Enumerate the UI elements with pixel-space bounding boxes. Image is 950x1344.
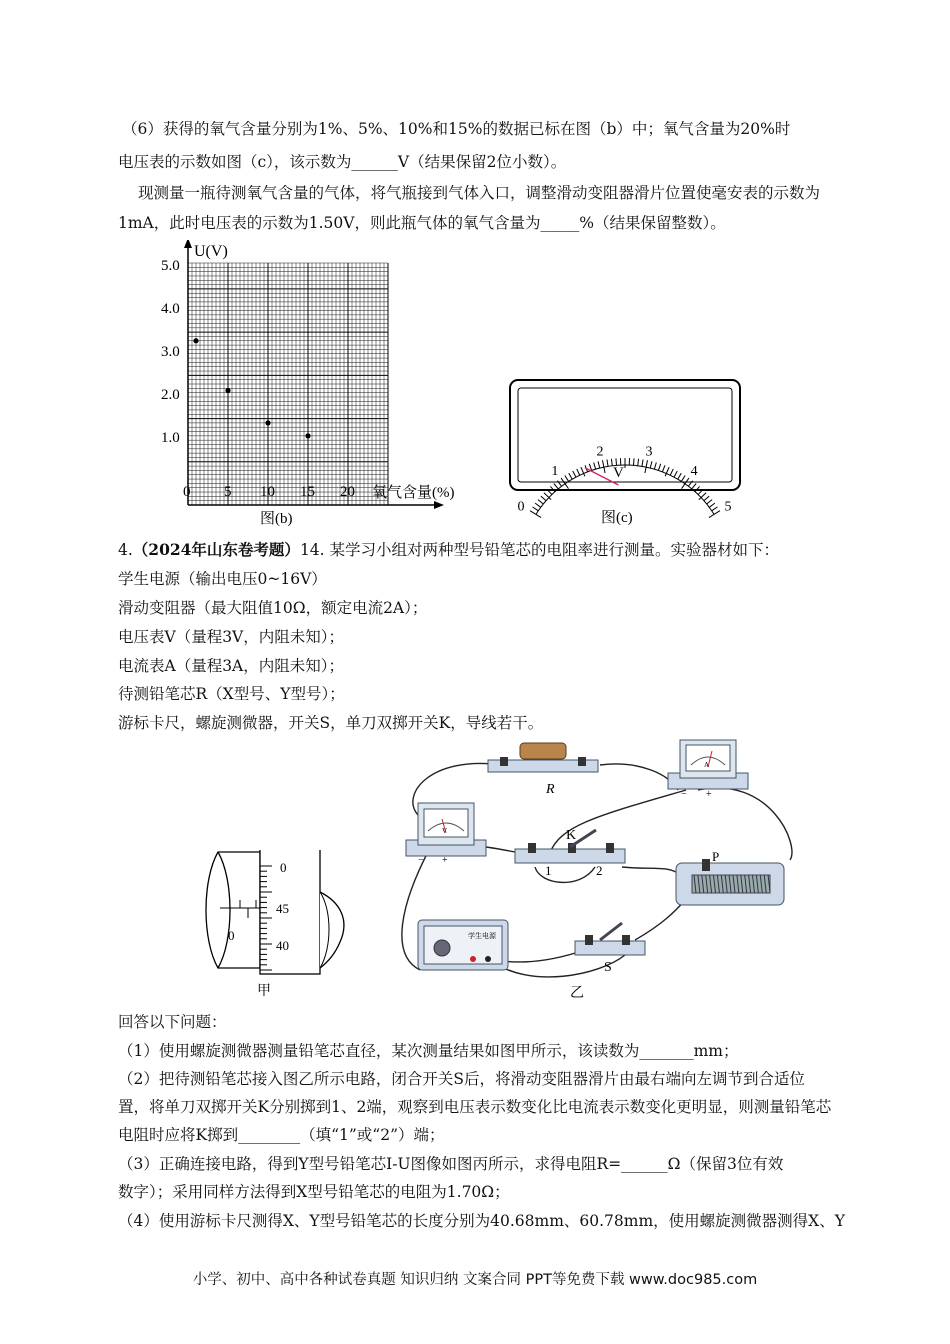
svg-text:R: R xyxy=(546,782,555,797)
svg-text:K: K xyxy=(566,828,577,843)
footer-text: 小学、初中、高中各种试卷真题 知识归纳 文案合同 PPT等免费下载 www.doc985.com xyxy=(192,1272,758,1288)
figure-c-caption: 图(c) xyxy=(601,510,633,526)
q6-line-2: 电压表的示数如图（c），该示数为______V（结果保留2位小数）。 xyxy=(118,153,567,171)
data-point xyxy=(305,433,310,438)
y-tick: 1.0 xyxy=(161,430,180,446)
svg-text:1: 1 xyxy=(545,863,552,878)
y-tick: 2.0 xyxy=(161,387,180,403)
figure-yi-caption: 乙 xyxy=(570,986,584,1000)
question-4-line-1: （4）使用游标卡尺测得X、Y型号铅笔芯的长度分别为40.68mm、60.78mm，使用螺旋测微器测得X、Y xyxy=(118,1212,845,1230)
meter-unit: V xyxy=(613,465,624,481)
svg-text:P: P xyxy=(712,849,720,864)
answer-intro: 回答以下问题： xyxy=(118,1013,227,1031)
thimble-tick: 40 xyxy=(276,938,289,953)
q4-text: 14. 某学习小组对两种型号铅笔芯的电阻率进行测量。实验器材如下： xyxy=(299,541,780,559)
x-axis-label: 氧气含量(%) xyxy=(372,485,455,501)
thimble-tick: 0 xyxy=(280,860,287,875)
meter-scale-label: 4 xyxy=(690,463,698,479)
q6-line-1: （6）获得的氧气含量分别为1%、5%、10%和15%的数据已标在图（b）中；氧气含量为20%时 xyxy=(122,120,791,138)
q4-source: （2024年山东卷考题） xyxy=(132,540,300,559)
voltmeter-v xyxy=(406,803,486,866)
question-2-line-3: 电阻时应将K掷到________（填“1”或“2”）端； xyxy=(118,1126,445,1144)
data-point xyxy=(193,338,198,343)
figure-jia-caption: 甲 xyxy=(257,984,271,999)
measure-line-2: 1mA，此时电压表的示数为1.50V，则此瓶气体的氧气含量为_____%（结果保留整数）。 xyxy=(118,214,726,232)
voltmeter-c xyxy=(505,375,750,530)
svg-text:+: + xyxy=(442,855,448,866)
equipment-item: 待测铅笔芯R（X型号、Y型号）； xyxy=(118,685,345,703)
equipment-item: 滑动变阻器（最大阻值10Ω，额定电流2A）； xyxy=(118,599,428,617)
y-axis-label: U(V) xyxy=(194,243,228,260)
svg-text:V: V xyxy=(442,827,448,835)
question-3-line-1: （3）正确连接电路，得到Y型号铅笔芯I-U图像如图丙所示，求得电阻R=______Ω（保留3位有效 xyxy=(118,1155,784,1173)
svg-text:A: A xyxy=(704,761,710,769)
switch-k xyxy=(515,828,625,878)
switch-s xyxy=(575,923,645,975)
question-3-line-2: 数字）；采用同样方法得到X型号铅笔芯的电阻为1.70Ω； xyxy=(118,1183,510,1201)
graph-b xyxy=(150,240,480,532)
measure-line-1: 现测量一瓶待测氧气含量的气体，将气瓶接到气体入口，调整滑动变阻器滑片位置使毫安表的示数为 xyxy=(138,184,821,202)
thimble-tick: 45 xyxy=(276,901,289,916)
question-2-line-2: 置，将单刀双掷开关K分别掷到1、2端，观察到电压表示数变化比电流表示数变化更明显，则测量铅笔芯 xyxy=(118,1098,832,1116)
circuit-figure xyxy=(370,735,815,1000)
question-1: （1）使用螺旋测微器测量铅笔芯直径，某次测量结果如图甲所示，该读数为_______mm； xyxy=(118,1042,739,1060)
svg-text:+: + xyxy=(706,789,712,800)
main-scale-zero: 0 xyxy=(228,928,235,943)
svg-text:S: S xyxy=(604,960,612,975)
y-tick: 5.0 xyxy=(161,258,180,274)
meter-scale-label: 0 xyxy=(517,499,525,515)
figure-b-caption: 图(b) xyxy=(260,511,293,527)
rheostat xyxy=(676,849,784,905)
equipment-item: 电压表V（量程3V，内阻未知）； xyxy=(118,628,344,646)
q4-header xyxy=(118,540,779,560)
y-tick: 4.0 xyxy=(161,301,180,317)
x-axis-arrow xyxy=(434,501,444,509)
graph-grid xyxy=(188,263,388,505)
resistor-r xyxy=(488,743,598,797)
data-point xyxy=(225,388,230,393)
equipment-item: 电流表A（量程3A，内阻未知）； xyxy=(118,657,344,675)
y-axis-arrow xyxy=(184,240,192,248)
q4-number: 4. xyxy=(118,541,133,559)
meter-scale-label: 2 xyxy=(596,444,604,460)
svg-text:−: − xyxy=(418,855,424,866)
svg-text:2: 2 xyxy=(596,863,603,878)
y-tick: 3.0 xyxy=(161,344,180,360)
x-tick: 20 xyxy=(340,484,355,500)
equipment-item: 游标卡尺，螺旋测微器，开关S，单刀双掷开关K，导线若干。 xyxy=(118,714,544,732)
equipment-item: 学生电源（输出电压0~16V） xyxy=(118,570,327,588)
data-point xyxy=(265,420,270,425)
svg-text:学生电源: 学生电源 xyxy=(468,932,496,940)
micrometer-figure xyxy=(200,850,360,1005)
meter-scale-label: 5 xyxy=(724,499,732,515)
meter-scale-label: 1 xyxy=(551,463,559,479)
x-tick: 0 xyxy=(183,484,191,500)
power-supply xyxy=(418,920,508,970)
question-2-line-1: （2）把待测铅笔芯接入图乙所示电路，闭合开关S后，将滑动变阻器滑片由最右端向左调节到合适位 xyxy=(118,1070,805,1088)
x-tick: 15 xyxy=(300,484,315,500)
meter-scale-label: 3 xyxy=(645,444,653,460)
x-tick: 5 xyxy=(224,484,232,500)
svg-text:−: − xyxy=(681,789,687,800)
x-tick: 10 xyxy=(260,484,275,500)
ammeter-a xyxy=(668,740,748,800)
